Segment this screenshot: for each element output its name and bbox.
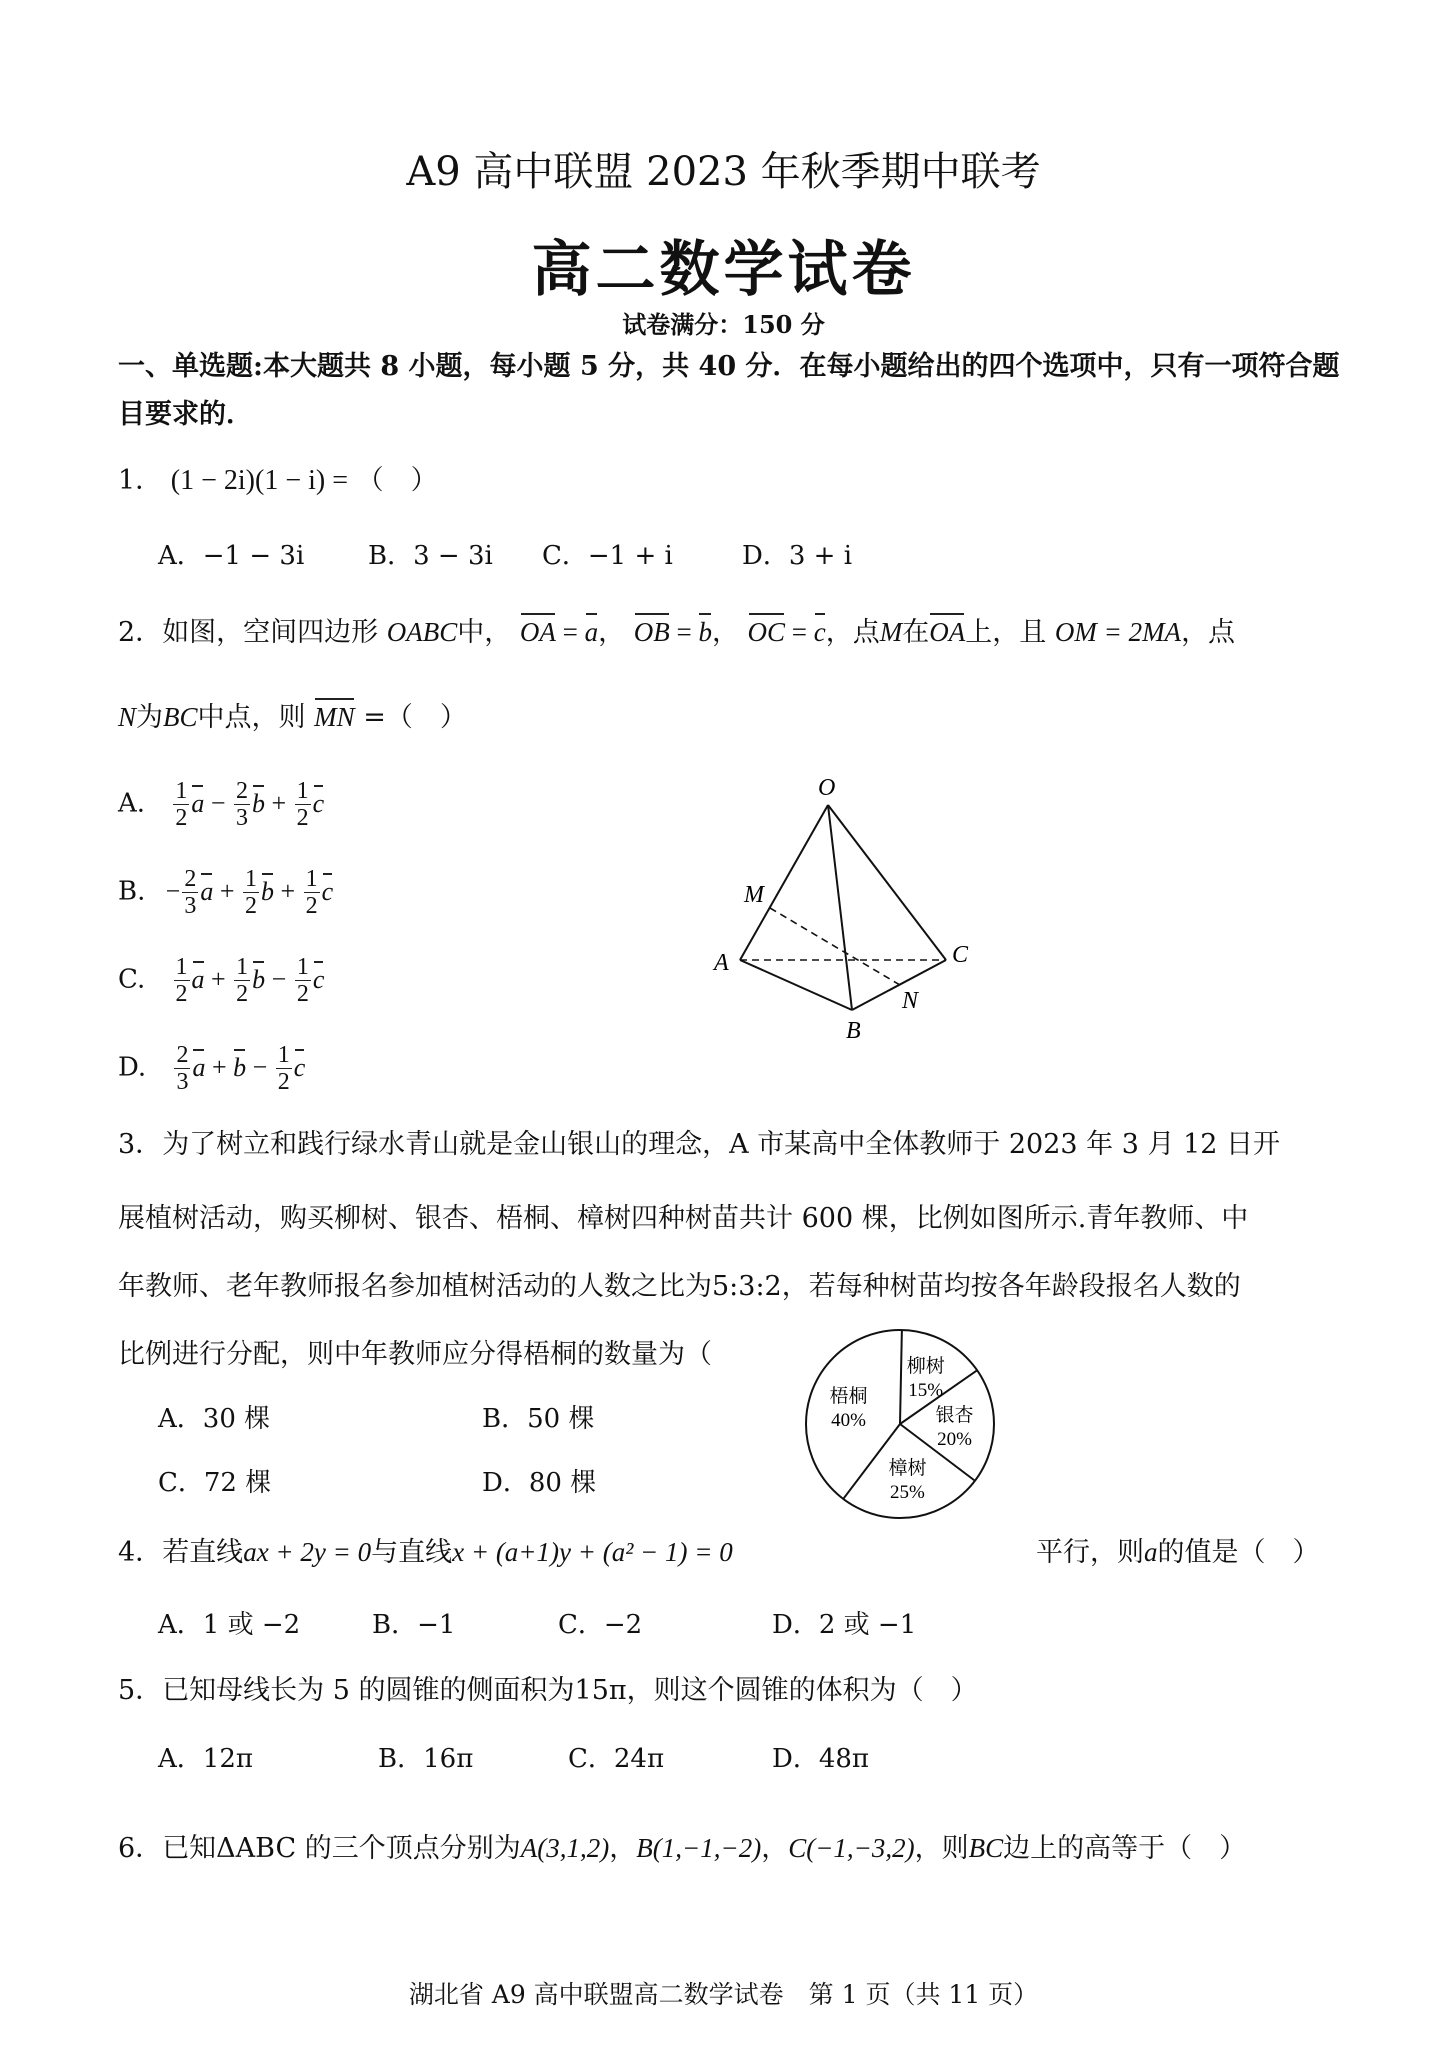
q2-option-a: A. $\frac{1}{2}$ a − $\frac{2}{3}$ b + $\frac{1}{2}$ c xyxy=(118,778,325,831)
pie-slice-label: 柳树 xyxy=(906,1355,945,1377)
q6-text: 边上的高等于（ ） xyxy=(1003,1833,1247,1864)
q1-expression: (1 − 2i)(1 − i) = xyxy=(170,465,349,496)
q3-option-a: A．30 棵 xyxy=(158,1404,271,1434)
q3-option-d: D．80 棵 xyxy=(482,1468,597,1498)
q2-text: 如图，空间四边形 xyxy=(162,617,379,648)
vector-a: a xyxy=(584,617,599,647)
point-b-coords: B(1,−1,−2) xyxy=(636,1833,762,1863)
page-title: 高二数学试卷 xyxy=(531,235,916,305)
vector-ob: OB xyxy=(633,617,670,647)
option-label: D. xyxy=(118,1052,147,1083)
q3-text: 为了树立和践行绿水青山就是金山银山的理念，A 市某高中全体教师于 2023 年 3 月 12 日开 xyxy=(162,1129,1281,1160)
question-number: 2． xyxy=(118,617,163,648)
option-label: B. xyxy=(118,876,146,907)
q4-option-b: B．−1 xyxy=(372,1610,456,1640)
vertex-label-o: O xyxy=(818,775,836,801)
question-number: 4． xyxy=(118,1537,163,1568)
question-6 xyxy=(118,1826,1246,1865)
q2-option-b: B. − $\frac{2}{3}$ a + $\frac{1}{2}$ b + $\frac{1}{2}$ c xyxy=(118,866,334,919)
answer-paren: （ ） xyxy=(356,465,438,496)
pie-slice-label: 樟树 xyxy=(888,1458,927,1480)
vector-b: b xyxy=(698,617,712,647)
vertex-label-c: C xyxy=(952,942,969,968)
pie-slice-label: 银杏 xyxy=(935,1405,974,1427)
segment-bc: BC xyxy=(163,702,198,732)
question-number: 3． xyxy=(118,1129,163,1160)
q5-option-d: D．48π xyxy=(772,1744,870,1774)
q1-option-a: A．−1 − 3i xyxy=(158,541,305,571)
line-1-equation: ax + 2y = 0 xyxy=(243,1537,372,1567)
q4-text: 的值是（ ） xyxy=(1157,1537,1320,1568)
q2-condition: OM = 2MA xyxy=(1054,617,1182,647)
question-4-tail xyxy=(1036,1530,1320,1569)
pie-chart xyxy=(800,1324,1000,1524)
q4-option-c: C．−2 xyxy=(558,1610,643,1640)
q5-option-c: C．24π xyxy=(568,1744,665,1774)
q4-option-d: D．2 或 −1 xyxy=(772,1610,917,1640)
vertex-label-b: B xyxy=(846,1018,861,1044)
segment-bc: BC xyxy=(968,1833,1004,1863)
q6-text: 已知ΔABC 的三个顶点分别为 xyxy=(162,1833,521,1864)
question-2-line1: 2．如图，空间四边形 OABC中， OA = a， OB = b， OC = c，点M在OA上，且 OM = 2MA，点 xyxy=(118,617,1236,648)
question-number: 1． xyxy=(118,465,163,496)
q2-text: 上，且 xyxy=(965,617,1047,648)
point-c-coords: C(−1,−3,2) xyxy=(788,1833,915,1863)
question-number: 5． xyxy=(118,1675,163,1706)
point-n: N xyxy=(118,702,137,732)
question-3-line3: 年教师、老年教师报名参加植树活动的人数之比为5:3:2，若每种树苗均按各年龄段报名人数的 xyxy=(118,1271,1241,1302)
q2-text: ，点 xyxy=(825,617,880,648)
section-heading: 一、单选题:本大题共 8 小题，每小题 5 分，共 40 分．在每小题给出的四个选项中，只有一项符合题目要求的． xyxy=(118,351,1340,430)
q4-option-a: A．1 或 −2 xyxy=(158,1610,301,1640)
option-label: C. xyxy=(118,964,146,995)
q2-option-d: D. $\frac{2}{3}$ a + b − $\frac{1}{2}$ c xyxy=(118,1042,306,1095)
q6-text: ，则 xyxy=(914,1833,969,1864)
q5-option-a: A．12π xyxy=(158,1744,253,1774)
pie-slice-percent: 20% xyxy=(937,1429,972,1451)
question-3-line1 xyxy=(118,1122,1280,1161)
vertex-label-a: A xyxy=(714,950,729,976)
q2-option-c: C. $\frac{1}{2}$ a + $\frac{1}{2}$ b − $\frac{1}{2}$ c xyxy=(118,954,325,1007)
pie-slice-percent: 40% xyxy=(831,1410,866,1432)
pie-slice-percent: 25% xyxy=(890,1482,925,1504)
q2-text: 中， xyxy=(457,617,512,648)
q3-option-b: B．50 棵 xyxy=(482,1404,595,1434)
vector-c: c xyxy=(813,617,826,647)
q2-text: 为 xyxy=(136,702,164,733)
vector-mn: MN xyxy=(314,702,355,732)
question-5 xyxy=(118,1668,978,1707)
question-3-line2: 展植树活动，购买柳树、银杏、梧桐、樟树四种树苗共计 600 棵，比例如图所示.青年教师、中 xyxy=(118,1203,1249,1234)
q5-option-b: B．16π xyxy=(378,1744,474,1774)
tetrahedron-figure xyxy=(700,770,1000,1050)
vector-oc: OC xyxy=(747,617,786,647)
question-number: 6． xyxy=(118,1833,163,1864)
q2-oabc: OABC xyxy=(386,617,458,647)
q5-text: 已知母线长为 5 的圆锥的侧面积为15π，则这个圆锥的体积为（ ） xyxy=(162,1675,978,1706)
separator: ， xyxy=(761,1833,789,1864)
vertex-label-n: N xyxy=(902,988,919,1014)
exam-header-line: A9 高中联盟 2023 年秋季期中联考 xyxy=(406,149,1041,195)
answer-paren: =（ ） xyxy=(363,702,467,733)
question-1 xyxy=(118,458,438,497)
q4-text: 平行，则 xyxy=(1036,1537,1144,1568)
question-4 xyxy=(118,1530,733,1569)
question-3-line4: 比例进行分配，则中年教师应分得梧桐的数量为（ xyxy=(118,1339,712,1370)
vector-oa: OA xyxy=(519,617,556,647)
pie-slice-percent: 15% xyxy=(908,1379,944,1401)
question-2-line2 xyxy=(118,695,467,734)
q1-option-d: D．3 + i xyxy=(742,541,853,571)
separator: ， xyxy=(609,1833,637,1864)
line-2-equation: x + (a+1)y + (a² − 1) = 0 xyxy=(452,1537,733,1567)
q3-option-c: C．72 棵 xyxy=(158,1468,272,1498)
q2-text: 中点，则 xyxy=(197,702,306,733)
q4-text: 与直线 xyxy=(371,1537,453,1568)
page-footer: 湖北省 A9 高中联盟高二数学试卷 第 1 页（共 11 页） xyxy=(408,1980,1039,2009)
q2-text: 在 xyxy=(902,617,930,648)
q2-text: ，点 xyxy=(1181,617,1236,648)
full-score: 试卷满分：150 分 xyxy=(622,310,825,339)
vector-oa: OA xyxy=(929,617,966,647)
point-m: M xyxy=(879,617,903,647)
pie-slice-label: 梧桐 xyxy=(829,1386,868,1408)
point-a-coords: A(3,1,2) xyxy=(520,1833,610,1863)
q4-text: 若直线 xyxy=(162,1537,244,1568)
q1-option-b: B．3 − 3i xyxy=(368,541,493,571)
variable-a: a xyxy=(1144,1537,1158,1567)
q1-option-c: C．−1 + i xyxy=(542,541,673,571)
vertex-label-m: M xyxy=(744,882,764,908)
option-label: A. xyxy=(118,788,146,819)
